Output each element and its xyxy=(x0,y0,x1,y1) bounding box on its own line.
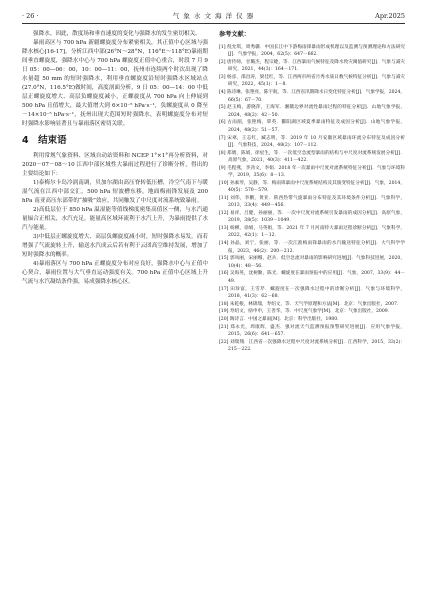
reference-item: [2] 唐传师，甘璐杰，程宗婕，等．江西暴雨气候特征及降水致灾阈值研究[J]．气象与减灾研究，2021，44(3)：164－171． xyxy=(219,60,405,73)
body-paragraph: 2)高低层位于 850 hPa 温湿能等值线梯度密集高值区一侧，与水汽通量辐合正相关，水汽充足，能量高区域环流利于水汽上升，为暴雨提供了水汽与能量。 xyxy=(22,207,208,231)
reference-item: [3] 杨彦，邵昌涛，梁佳红，等．江西两市两省月秀水质日数气候特征分析[J]．气象与减灾研究，2022，45(1)：1－8． xyxy=(219,75,405,88)
body-paragraph: 暴雨高区与 700 hPa 新疆螺旋度分布紧密相关，其正值中心区域与强降水核心[16-17]。分析江西中部(26°N～28°N，116°E～118°E)暴雨期间垂直螺旋度，强降水中心与 700 hPa 螺旋度正值中心重合，时段 7 月 9 日 05：00—06：00，10：00—11：00，抚州市连续两个时次出现了降水量超 50 mm 的短时强降水，利用垂直螺旋度沿短时强降水区域站点(27.0°N，116.5°E)做时间，高度剖面分析，9 日 05：00—14：00 中低层正螺旋度增大、高层负螺旋度减小，正螺旋度从 700 hPa 向上伸展到 500 hPa 且值增大，最大值增大到 6×10⁻⁵ hPa·s⁻¹，负螺旋度从 0 降至 －14×10⁻⁵ hPa·s⁻¹，抚州出现大范围短时强降水，表明螺旋度分布对短时强降水影响显著且与暴雨落区密切关联。 xyxy=(22,40,208,127)
reference-item: [19] 寿绍文，励申申，王善华，等．中尺度气象学[M]．北京：气象出版社，2009． xyxy=(219,309,393,315)
reference-item: [7] 宋翠，王志红，臧志明，等．2019 年 10 月安徽区域暴雨环流分布特征及成因分析[J]．气象科技，2024，48(2)：107－112． xyxy=(219,135,405,148)
reference-item: [11] 刘伟，李鹏，黄亚．陕西热带气旋暴雨分布特征及其环境条件分析[J]．气象科学，2013，33(4)：449－456． xyxy=(219,195,405,209)
reference-item: [20] 陶诗言．中国之暴雨[M]．北京：科学出版社，1980． xyxy=(219,317,342,323)
body-paragraph: 强降水。因此，散度场和垂直速度的变化与强降水的发生密切相关。 xyxy=(33,31,201,37)
reference-item: [5] 赵玉梅，游晓萍，王海军．湘赣边界对流性暴雨过程的特征分析[J]．山地气象学报，2024，48(2)：42－50． xyxy=(219,105,405,118)
page-number: · 26 · xyxy=(22,12,39,20)
header-divider xyxy=(22,23,405,24)
body-paragraph: 3)中低层正螺旋度增大、高层负螺旋度减小时，短时强降水易发。而若增强了气流旋转上升，输送水汽成云后若有利于云团高空维持发展，增加了短时强降水的概率。 xyxy=(22,234,208,258)
reference-item: [9] 毛程燕，李劲文，李娟．2018 年一次暴雨中尺度对流系统特征分析[J]．气象与环境科学，2019，35(6)：8－13． xyxy=(219,165,405,179)
body-paragraph: 利用常规气象资料、区域自动站资料和 NCEP 1°×1°再分析资料，对 2020－07－08～10 江西中部区域性大暴雨过程进行了诊断分析，得出的主要结论如下： xyxy=(22,153,208,177)
body-paragraphs-bottom xyxy=(22,152,208,287)
reference-item: [8] 郑婧，陈娟，徐星生，等．一次低空急流型暴雨的结构与中尺度对流系统发展分析[J]．高原气象，2021，40(3)：411－422． xyxy=(219,150,405,163)
reference-item: [22] 刘瑞翔．江西省一次强降水过程中尺度对流系统分析[J]．江西科学，2015，33(2)：215－222． xyxy=(219,340,405,353)
references-heading: 参考文献： xyxy=(219,31,250,38)
reference-item: [18] 朱乾根，林锦瑞，寿绍文，等．天气学原理和方法[M]．北京：气象出版社，2007． xyxy=(219,301,402,307)
section-heading: 4 结束语 xyxy=(22,135,67,146)
reference-item: [21] 郑永光，周康辉，盛杰．强对流天气监测预报预警研究进展[J]．应用气象学报，2015，26(6)：641－657． xyxy=(219,324,405,338)
reference-item: [14] 孙晶，刘宁，张丽，等．一次江淮梅雨锋暴雨的水汽输送特征分析[J]．大气科学学报，2023，46(2)：200－212． xyxy=(219,241,405,254)
reference-item: [4] 陈诗琳，张艳亮，陈宇航，等．江西省汛期降水日变化特征分析[J]．气象学报，2024，66(5)：67－70． xyxy=(219,90,405,103)
reference-item: [10] 孙素琴，吴静，等．梅雨锋暴雨中尺度系统结构及其演变特征分析[J]．气象，2014，40(5)：570－579． xyxy=(219,180,405,194)
body-paragraph: 1)泰梅尔卡岛冷涡南调，贝加尔湖由高压脊转低压槽，冷空气南下与暖湿气流在江西中部交汇，500 hPa 短波槽东移，地面梅雨锋发展及 200 hPa 南亚高压东部带的“抽吸”效应，共同触发了中尺度对流系统致暴雨。 xyxy=(22,180,208,204)
reference-item: [15] 郭凤丽，宋丽娜，赵兵．低空急流对暴雨的影响研究进展[J]．气象科技进展，2020，10(4)：48－56． xyxy=(219,256,405,269)
issue-date: Apr.2025 xyxy=(375,12,405,20)
body-paragraph: 4)暴雨落区与 700 hPa 正螺旋度分布对应良好，强降水中心与正值中心契合，暴雨位置与大气垂直运动强度有关。700 hPa 正值中心区域上升气流与水汽凝结条件强，易成强降水核心区。 xyxy=(22,261,208,285)
reference-item: [6] 古雨湄，张艳梅，覃英．鄱阳湖区域夏季暴雨特征及成因分析[J]．山地气象学报，2024，48(2)：51－57． xyxy=(219,120,405,133)
reference-item: [17] 田珍富，王雪芹．螺旋度在一次强降水过程中的诊断分析[J]．气象与环境科学，2018，41(3)：62－68． xyxy=(219,286,405,299)
left-column xyxy=(22,30,208,287)
right-column xyxy=(219,30,405,354)
reference-item: [12] 易祥，吕健，孙丽丽，等．一次中尺度对流系统引发暴雨的成因分析[J]．高原气象，2019，38(5)：1039－1049． xyxy=(219,211,405,224)
reference-list xyxy=(219,44,405,354)
reference-item: [16] 吴海英，沈树勤，陈光．螺旋度在暴雨预报中的应用[J]．气象，2007，33(9)：44－49． xyxy=(219,271,405,284)
body-paragraphs-top xyxy=(22,30,208,129)
page-header xyxy=(22,10,405,22)
reference-item: [1] 倪允琪，周秀骥．中国长江中下游梅雨锋暴雨形成机理以及监测与预测理论和方法研究[J]．气象学报，2004，62(5)：647－662． xyxy=(219,45,405,58)
journal-title: 气 象 水 文 海 洋 仪 器 xyxy=(172,12,255,20)
reference-item: [13] 杨柳，徐娟，马英娟，等．2021 年 7 月河南特大暴雨过程诊断分析[J]．气象科学，2022，42(1)：1－12． xyxy=(219,226,405,239)
